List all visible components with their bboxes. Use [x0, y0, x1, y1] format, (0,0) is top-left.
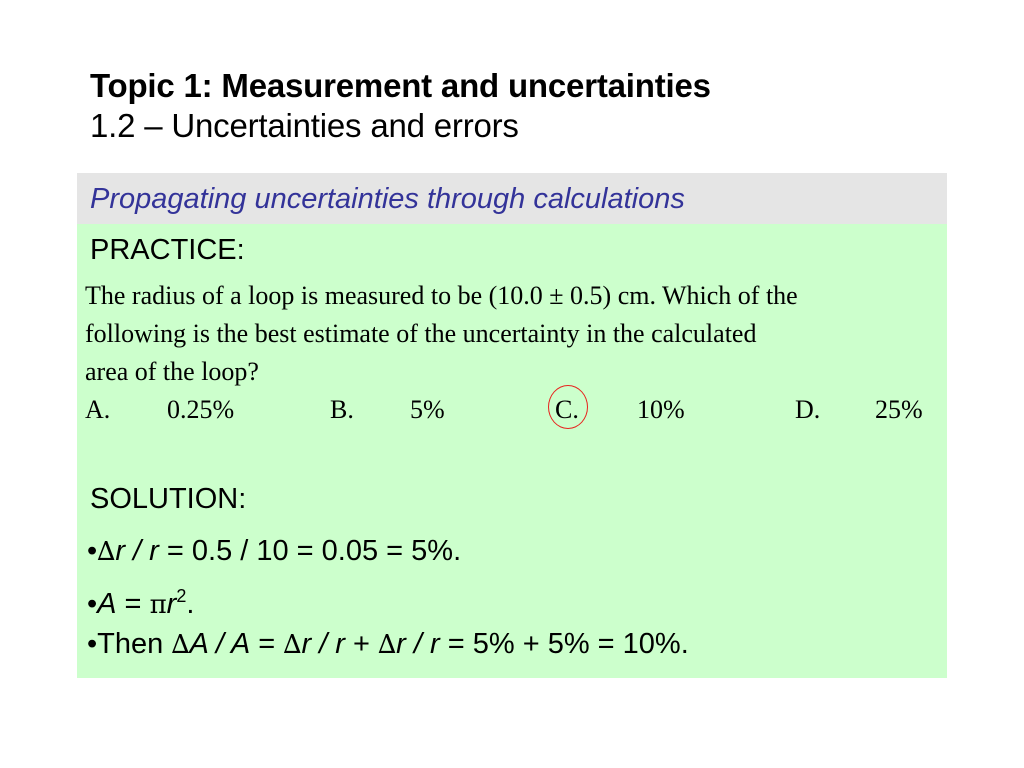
- bullet: •: [87, 628, 98, 660]
- solution-label: SOLUTION:: [90, 483, 247, 515]
- slide-title-block: [90, 66, 970, 146]
- equals: =: [250, 628, 284, 660]
- slide-subtitle: 1.2 – Uncertainties and errors: [90, 107, 519, 144]
- delta-symbol: ∆: [378, 630, 397, 660]
- panel-header-text: Propagating uncertainties through calculations: [90, 183, 685, 215]
- option-a-value: 0.25%: [167, 395, 235, 424]
- solution-text: = 5% + 5% = 10%.: [439, 628, 689, 660]
- option-c-value: 10%: [637, 395, 685, 424]
- practice-question: [85, 277, 798, 391]
- option-c-letter: C.: [555, 395, 579, 424]
- option-d-letter: D.: [795, 395, 821, 424]
- pi-symbol: π: [149, 590, 167, 620]
- slide-title: Topic 1: Measurement and uncertainties: [90, 67, 711, 104]
- exponent: 2: [176, 586, 187, 606]
- slash: /: [207, 628, 231, 660]
- period: .: [186, 588, 195, 620]
- panel-header: [77, 173, 947, 224]
- var-r: r: [396, 628, 406, 660]
- question-line: The radius of a loop is measured to be (10.0 ± 0.5) cm. Which of the: [85, 281, 798, 310]
- solution-line-1: [87, 534, 461, 569]
- correct-answer-circle: [548, 385, 588, 429]
- var-a: A: [97, 588, 117, 620]
- option-d-value: 25%: [875, 395, 923, 424]
- then-text: Then: [97, 628, 172, 660]
- equals: =: [116, 588, 150, 620]
- bullet: •: [87, 535, 98, 567]
- answer-options: [85, 391, 945, 429]
- option-b-letter: B.: [330, 395, 354, 424]
- option-b-value: 5%: [410, 395, 445, 424]
- solution-text: = 0.5 / 10 = 0.05 = 5%.: [158, 535, 462, 567]
- solution-line-2: [87, 579, 194, 622]
- var-r: r: [430, 628, 440, 660]
- slash: /: [311, 628, 336, 660]
- delta-symbol: ∆: [283, 630, 302, 660]
- var-r: r: [149, 535, 159, 567]
- question-line: following is the best estimate of the uncertainty in the calculated: [85, 319, 757, 348]
- var-r: r: [301, 628, 312, 660]
- option-a-letter: A.: [85, 395, 111, 424]
- content-panel: [77, 173, 947, 678]
- delta-symbol: ∆: [171, 630, 190, 660]
- solution-line-3: [87, 627, 689, 662]
- slash: /: [405, 628, 431, 660]
- var-r: r: [335, 628, 345, 660]
- slash: /: [124, 535, 150, 567]
- delta-symbol: ∆: [97, 537, 116, 567]
- bullet: •: [87, 588, 98, 620]
- var-r: r: [166, 588, 177, 620]
- var-r: r: [115, 535, 125, 567]
- var-a: A: [230, 628, 251, 660]
- question-line: area of the loop?: [85, 357, 259, 386]
- plus: +: [344, 628, 379, 660]
- var-a: A: [189, 628, 208, 660]
- practice-label: PRACTICE:: [90, 234, 245, 266]
